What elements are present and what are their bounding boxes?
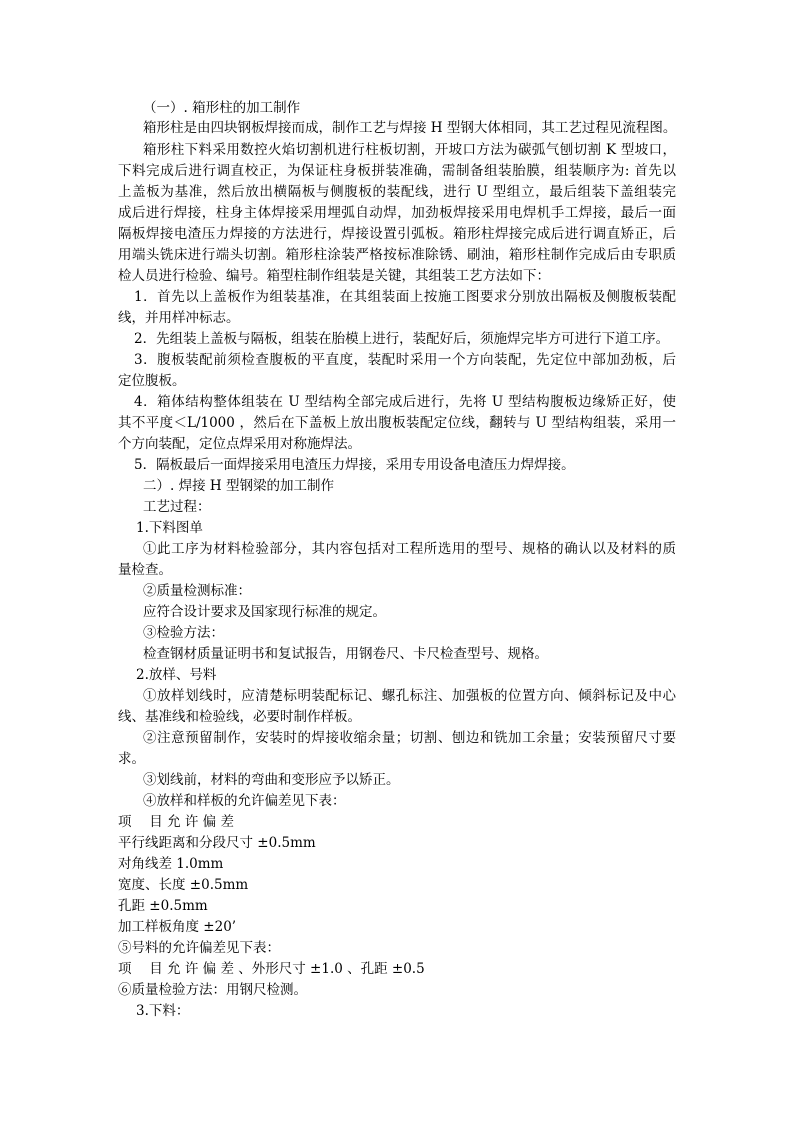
process-label: 工艺过程： [143,499,211,515]
step2-heading: 2.放样、号料 [136,667,217,683]
step2-clause: ②注意预留制作，安装时的焊接收缩余量；切割、刨边和铣加工余量；安装预留尺寸要 [143,730,676,746]
step2-clause-cont: 求。 [118,751,145,767]
step2-clause: ⑤号料的允许偏差见下表： [118,940,280,956]
table1-header: 项 目 允 许 偏 差 [118,814,234,830]
paragraph-line: 下料完成后进行调直校正，为保证柱身板拼装准确，需制备组装胎膜，组装顺序为: 首先以 [118,163,676,179]
list-item-3: 3．腹板装配前须检查腹板的平直度，装配时采用一个方向装配，先定位中部加劲板，后 [134,352,676,368]
paragraph-line: 用端头铣床进行端头切割。箱形柱涂装严格按标准除锈、刷油，箱形柱制作完成后由专职质 [118,247,676,263]
table1-row: 宽度、长度 ±0.5mm [118,877,249,893]
step2-clause: ④放样和样板的允许偏差见下表： [143,793,346,809]
list-item-3-cont: 定位腹板。 [118,373,186,389]
paragraph-line: 箱形柱下料采用数控火焰切割机进行柱板切割，开坡口方法为碳弧气刨切割 K 型坡口， [143,142,676,158]
table2-row: 项 目 允 许 偏 差 、外形尺寸 ±1.0 、孔距 ±0.5 [118,961,425,977]
table1-row: 加工样板角度 ±20’ [118,919,237,935]
list-item-4-cont: 其不平度＜L/1000 ，然后在下盖板上放出腹板装配定位线，翻转与 U 型结构组装，采用一 [118,415,676,431]
list-item-4: 4．箱体结构整体组装在 U 型结构全部完成后进行，先将 U 型结构腹板边缘矫正好，使 [134,394,676,410]
section2-heading: 二）. 焊接 H 型钢梁的加工制作 [143,478,334,494]
list-item-1: 1．首先以上盖板作为组装基准，在其组装面上按施工图要求分别放出隔板及侧腹板装配 [134,289,676,305]
step1-clause-cont: 量检查。 [118,562,172,578]
step1-clause-text: 应符合设计要求及国家现行标准的规定。 [143,604,386,620]
step3-heading: 3.下料： [136,1003,190,1019]
step2-clause: ③划线前，材料的弯曲和变形应予以矫正。 [143,772,400,788]
table1-row: 平行线距离和分段尺寸 ±0.5mm [118,835,316,851]
step1-clause: ②质量检测标准： [143,583,251,599]
step1-clause-text: 检查钢材质量证明书和复试报告，用钢卷尺、卡尺检查型号、规格。 [143,646,548,662]
section1-heading: （一）. 箱形柱的加工制作 [143,100,301,116]
paragraph-line: 上盖板为基准，然后放出横隔板与侧腹板的装配线，进行 U 型组立，最后组装下盖组装完 [118,184,676,200]
step1-clause: ③检验方法： [143,625,224,641]
step1-clause: ①此工序为材料检验部分，其内容包括对工程所选用的型号、规格的确认以及材料的质 [143,541,676,557]
paragraph-line: 检人员进行检验、编号。箱型柱制作组装是关键，其组装工艺方法如下： [118,268,550,284]
list-item-1-cont: 线，并用样冲标志。 [118,310,240,326]
step2-clause-cont: 线、基准线和检验线，必要时制作样板。 [118,709,361,725]
table1-row: 孔距 ±0.5mm [118,898,208,914]
step2-clause: ⑥质量检验方法：用钢尺检测。 [118,982,307,998]
paragraph-intro: 箱形柱是由四块钢板焊接而成，制作工艺与焊接 H 型钢大体相同，其工艺过程见流程图。 [143,120,677,136]
step2-clause: ①放样划线时，应清楚标明装配标记、螺孔标注、加强板的位置方向、倾斜标记及中心 [143,688,676,704]
table1-row: 对角线差 1.0mm [118,856,224,872]
paragraph-line: 成后进行焊接，柱身主体焊接采用埋弧自动焊，加劲板焊接采用电焊机手工焊接，最后一面 [118,205,676,221]
paragraph-line: 隔板焊接电渣压力焊接的方法进行，焊接设置引弧板。箱形柱焊接完成后进行调直矫正，后 [118,226,676,242]
list-item-2: 2．先组装上盖板与隔板，组装在胎模上进行，装配好后，须施焊完毕方可进行下道工序。 [134,331,670,347]
step1-heading: 1.下料图单 [136,520,203,536]
list-item-4-cont: 个方向装配，定位点焊采用对称施焊法。 [118,436,361,452]
list-item-5: 5．隔板最后一面焊接采用电渣压力焊接，采用专用设备电渣压力焊焊接。 [134,457,575,473]
